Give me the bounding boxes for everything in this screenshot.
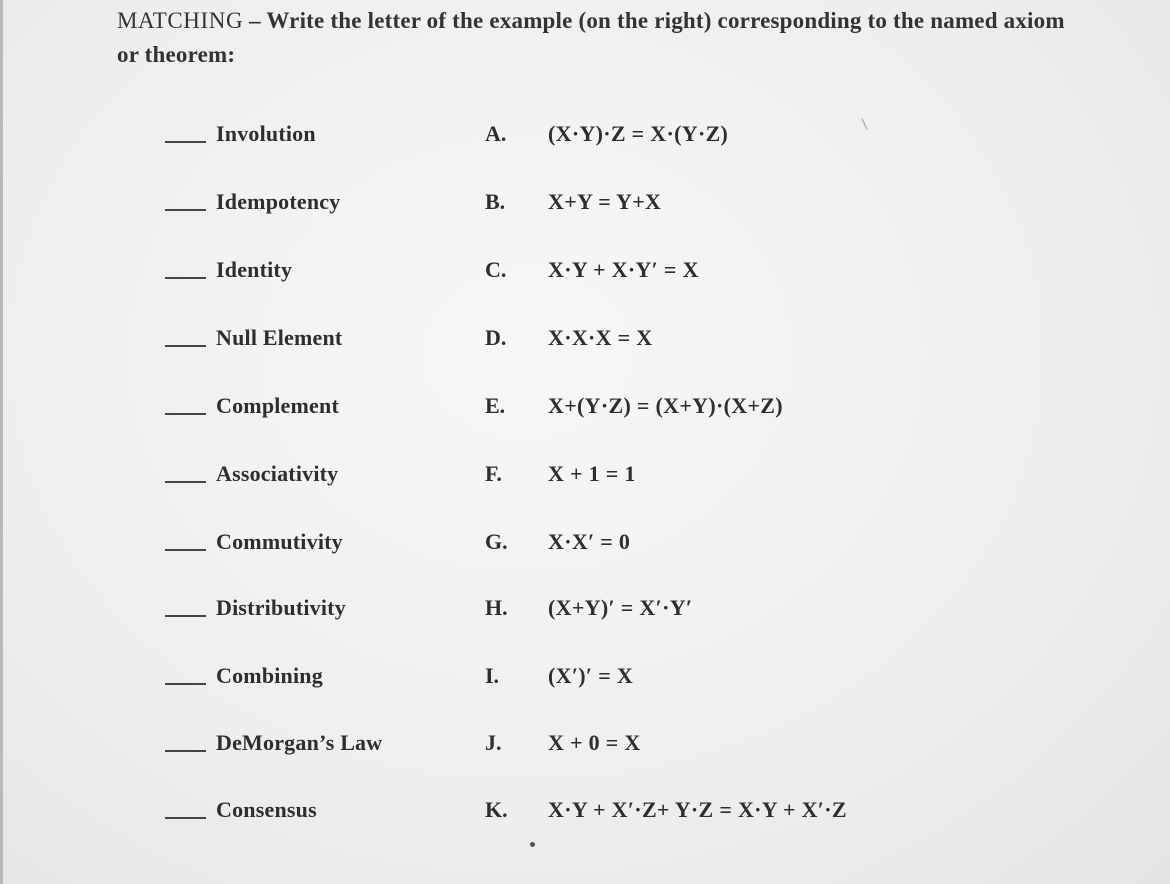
matching-row	[0, 661, 1170, 701]
answer-blank[interactable]	[165, 683, 206, 685]
heading-lead: MATCHING	[117, 8, 244, 33]
answer-blank[interactable]	[165, 481, 206, 483]
ink-dot	[530, 842, 535, 847]
axiom-name: Associativity	[216, 461, 339, 486]
example-expression: (X+Y)′ = X′·Y′	[548, 595, 693, 620]
axiom-name: Idempotency	[216, 189, 341, 214]
example-letter: A.	[485, 121, 507, 146]
axiom-name: Complement	[216, 393, 339, 418]
example-letter: B.	[485, 189, 506, 214]
example-expression: (X′)′ = X	[548, 663, 634, 688]
example-expression: X + 0 = X	[548, 730, 641, 755]
example-letter: G.	[485, 529, 508, 554]
example-expression: X + 1 = 1	[548, 461, 636, 486]
answer-blank[interactable]	[165, 615, 206, 617]
example-expression: X·X·X = X	[548, 325, 653, 350]
example-expression: X·X′ = 0	[548, 529, 631, 554]
example-expression: X·Y + X′·Z+ Y·Z = X·Y + X′·Z	[548, 797, 847, 822]
matching-row	[0, 323, 1170, 363]
answer-blank[interactable]	[165, 209, 206, 211]
answer-blank[interactable]	[165, 141, 206, 143]
answer-blank[interactable]	[165, 413, 206, 415]
axiom-name: Identity	[216, 257, 293, 282]
axiom-name: Commutivity	[216, 529, 343, 554]
example-letter: E.	[485, 393, 506, 418]
example-expression: X+(Y·Z) = (X+Y)·(X+Z)	[548, 393, 783, 418]
heading-text: – Write the letter of the example (on the right) corresponding to the named axiom or theorem:	[117, 8, 1065, 67]
axiom-name: Combining	[216, 663, 323, 688]
answer-blank[interactable]	[165, 549, 206, 551]
answer-blank[interactable]	[165, 345, 206, 347]
example-letter: D.	[485, 325, 507, 350]
example-letter: H.	[485, 595, 508, 620]
matching-row	[0, 391, 1170, 431]
example-expression: X·Y + X·Y′ = X	[548, 257, 699, 282]
example-expression: (X·Y)·Z = X·(Y·Z)	[548, 121, 729, 146]
matching-row	[0, 593, 1170, 633]
matching-row	[0, 527, 1170, 567]
matching-row	[0, 795, 1170, 835]
instructions-heading	[117, 4, 1077, 72]
matching-row	[0, 728, 1170, 768]
example-letter: F.	[485, 461, 502, 486]
matching-row	[0, 119, 1170, 159]
example-letter: K.	[485, 797, 508, 822]
answer-blank[interactable]	[165, 750, 206, 752]
axiom-name: Null Element	[216, 325, 343, 350]
example-letter: C.	[485, 257, 507, 282]
axiom-name: DeMorgan’s Law	[216, 730, 383, 755]
example-expression: X+Y = Y+X	[548, 189, 662, 214]
matching-row	[0, 187, 1170, 227]
answer-blank[interactable]	[165, 817, 206, 819]
axiom-name: Involution	[216, 121, 316, 146]
matching-row	[0, 459, 1170, 499]
example-letter: I.	[485, 663, 500, 688]
axiom-name: Consensus	[216, 797, 317, 822]
answer-blank[interactable]	[165, 277, 206, 279]
axiom-name: Distributivity	[216, 595, 346, 620]
matching-row	[0, 255, 1170, 295]
example-letter: J.	[485, 730, 502, 755]
